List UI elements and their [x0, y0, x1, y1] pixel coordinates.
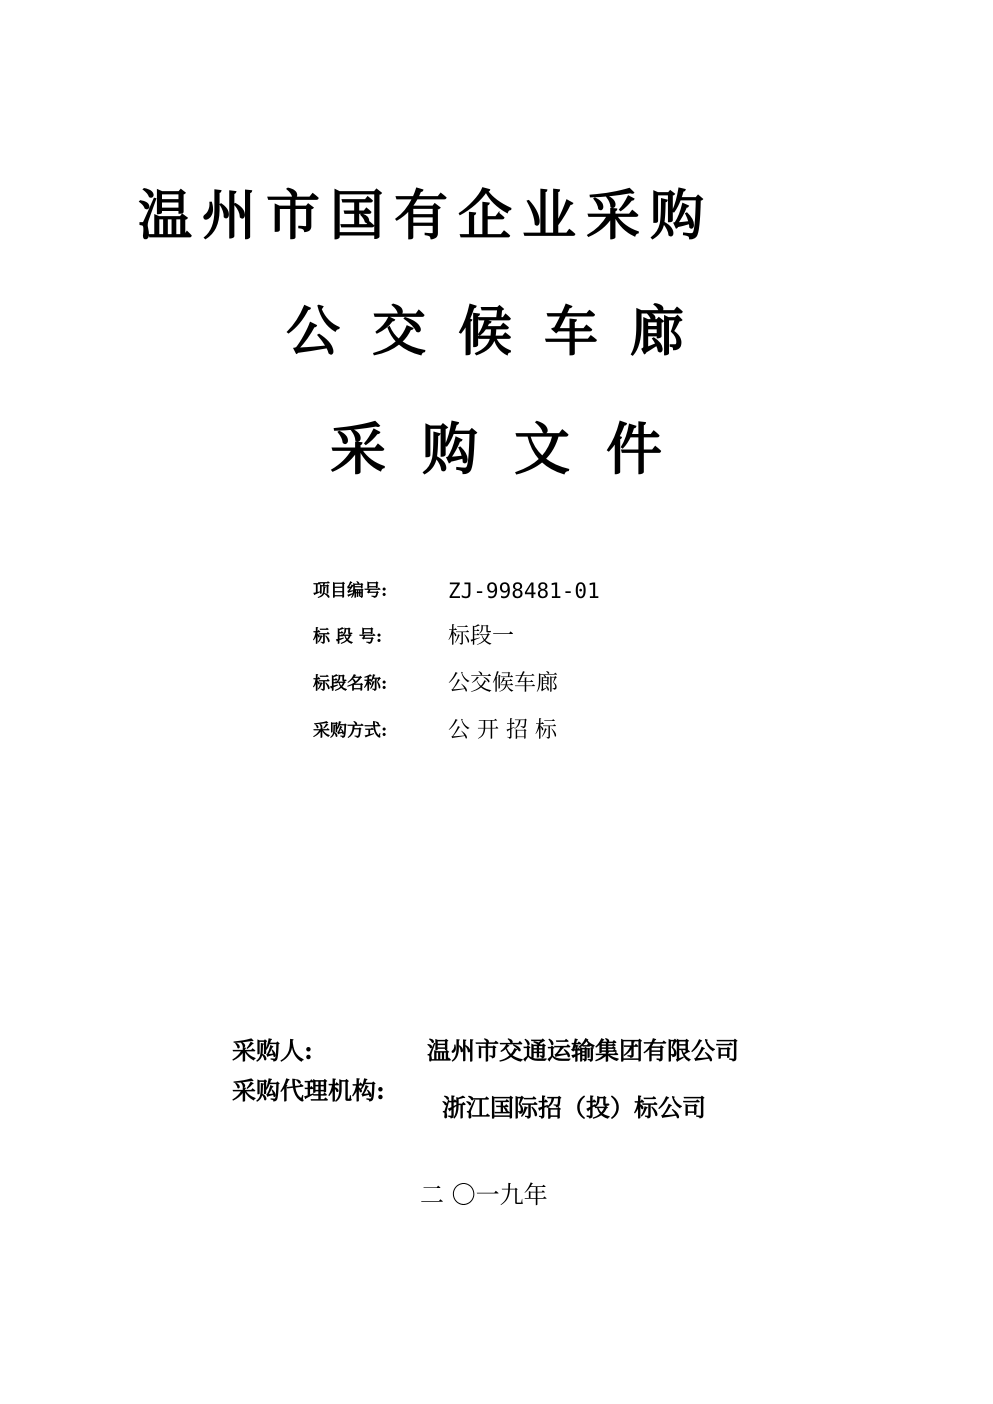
section-number-label: 标 段 号:	[313, 627, 383, 647]
section-name-value: 公交候车廊	[448, 671, 559, 696]
procurement-method-value: 公 开 招 标	[448, 718, 557, 743]
purchaser-label: 采购人:	[232, 1036, 313, 1065]
procurement-method-label: 采购方式:	[313, 721, 388, 741]
title-line-1: 温州市国有企业采购	[138, 183, 714, 247]
title-line-3: 采购文件	[330, 417, 698, 483]
project-number-label: 项目编号:	[313, 581, 388, 601]
document-year: 二 〇一九年	[420, 1181, 548, 1209]
title-line-2: 公交候车廊	[286, 299, 716, 363]
section-number-value: 标段一	[448, 624, 515, 649]
project-number-value: ZJ-998481-01	[448, 579, 600, 603]
agency-label: 采购代理机构:	[232, 1076, 385, 1105]
purchaser-value: 温州市交通运输集团有限公司	[427, 1036, 739, 1065]
agency-value: 浙江国际招（投）标公司	[442, 1093, 706, 1122]
section-name-label: 标段名称:	[313, 674, 388, 694]
